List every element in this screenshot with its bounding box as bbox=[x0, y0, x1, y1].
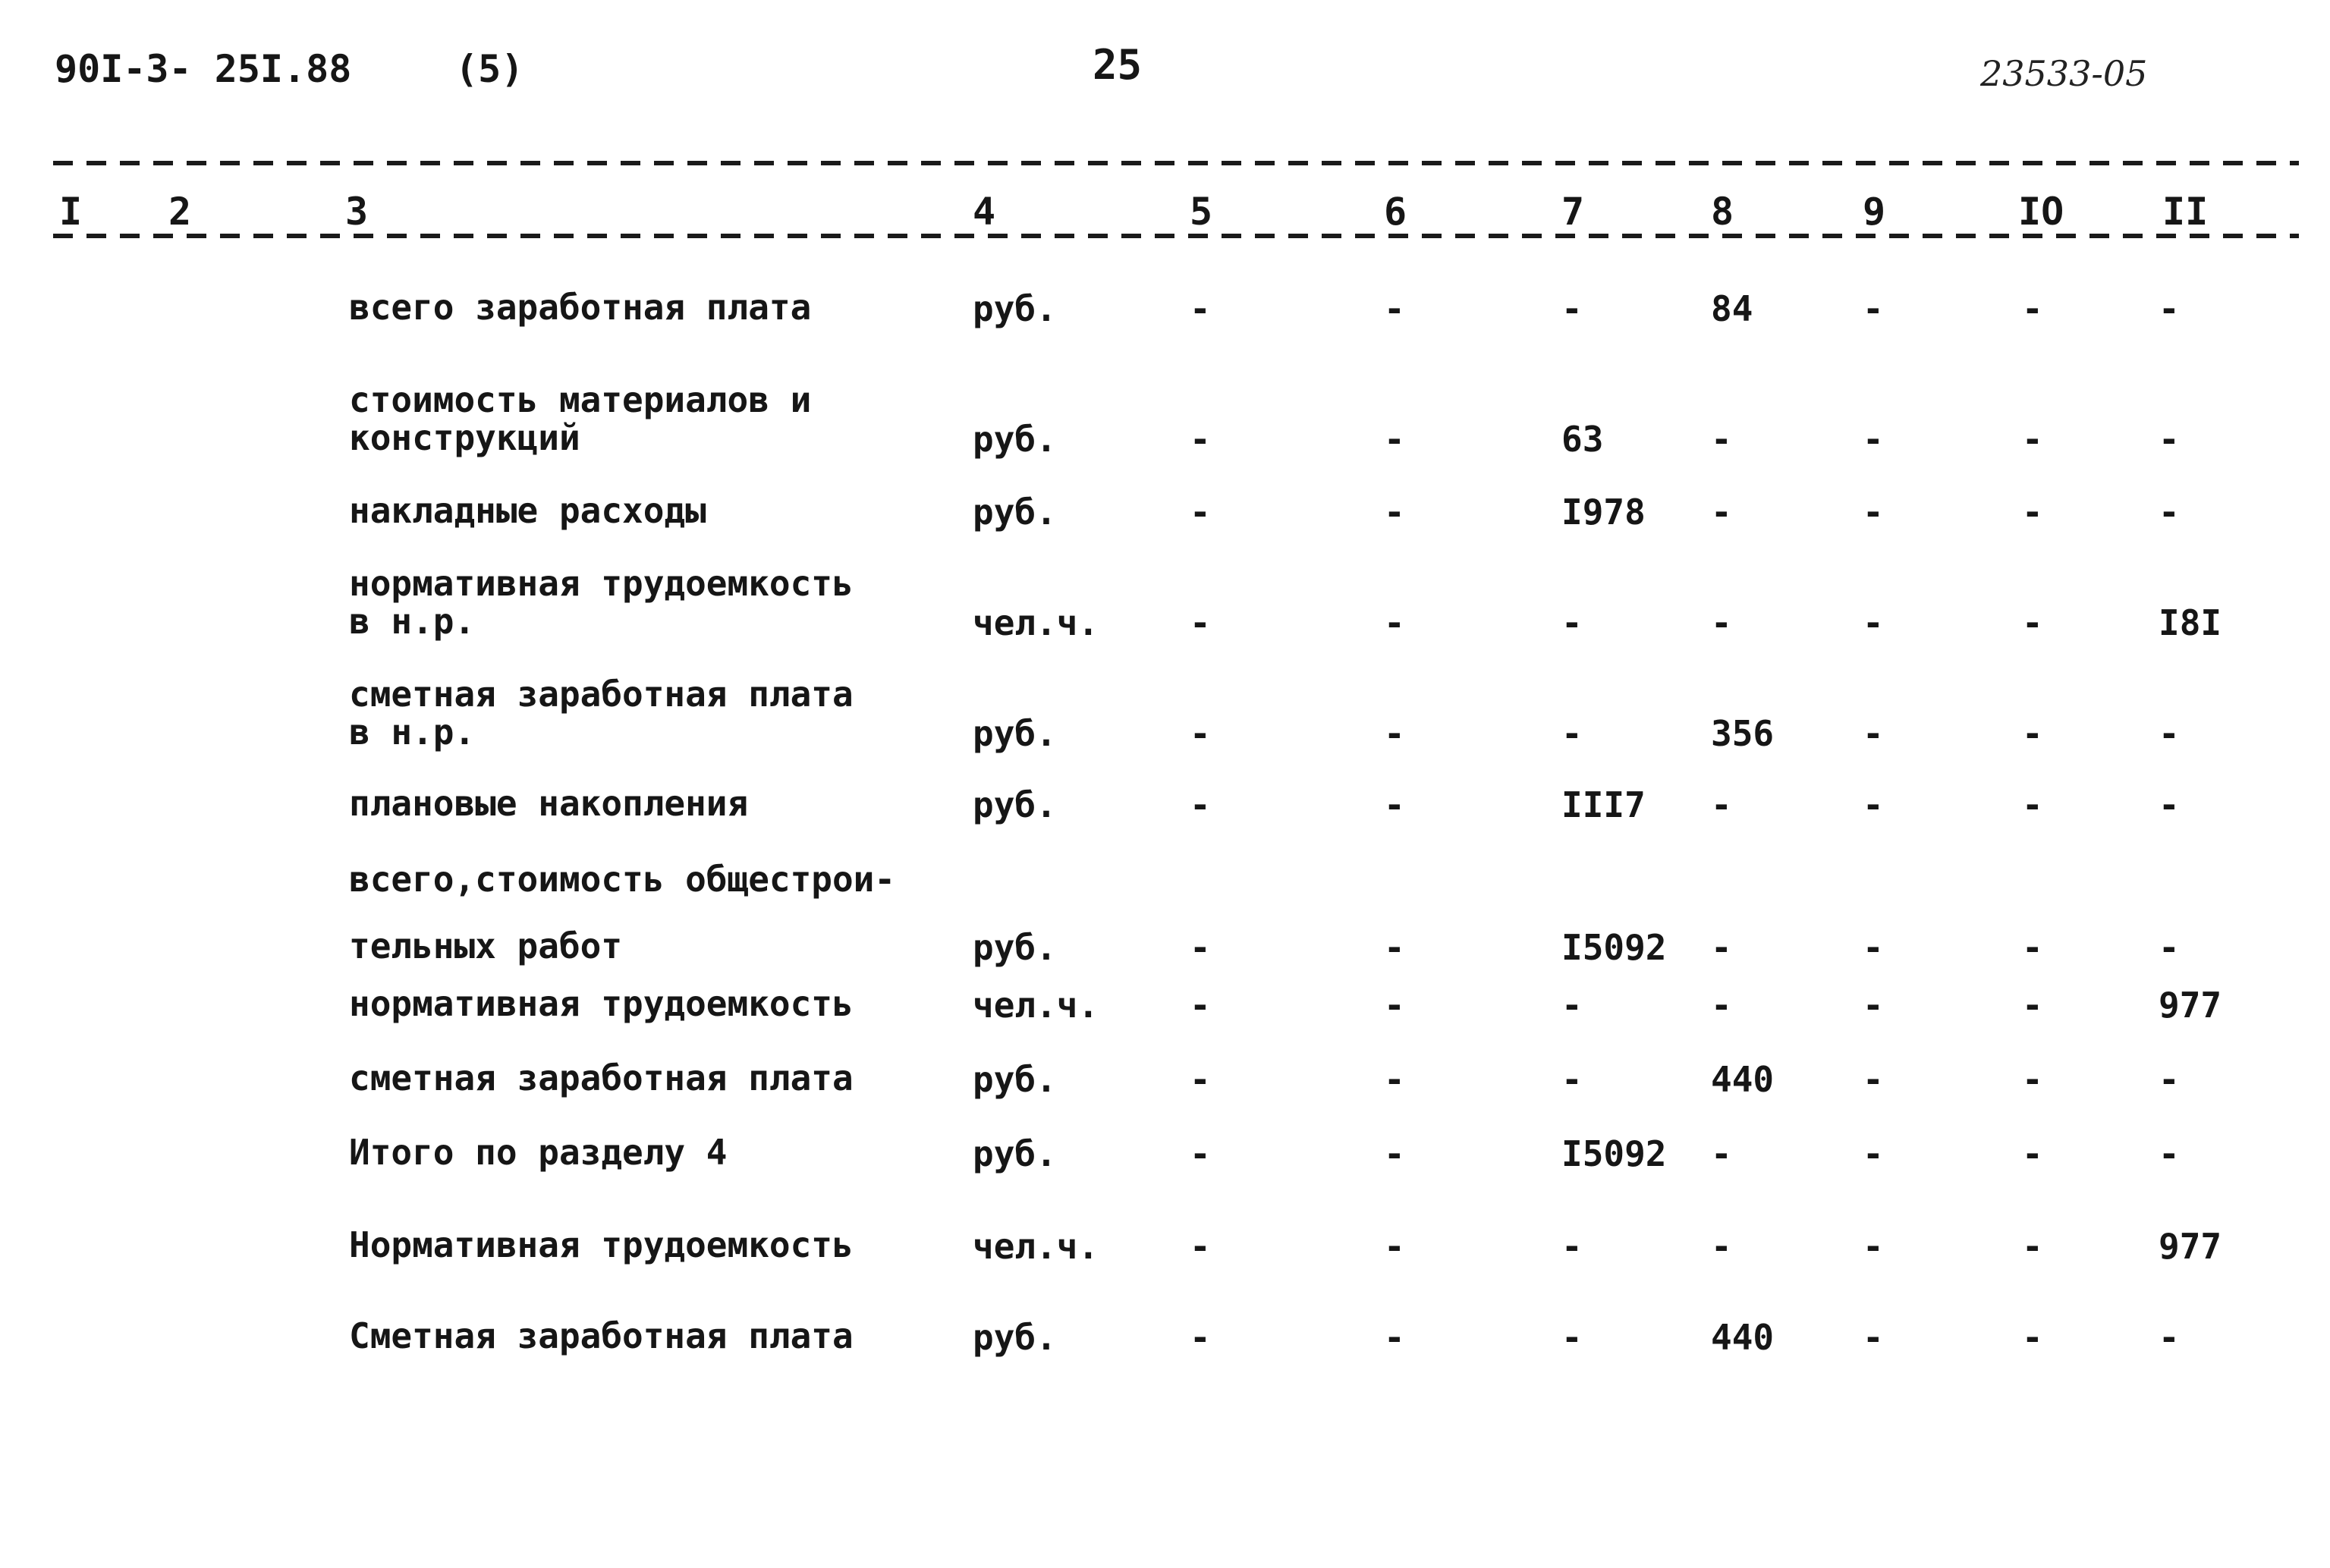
row-description: плановые накопления bbox=[349, 783, 749, 824]
column-header-4: 4 bbox=[973, 190, 996, 234]
cell-col9: - bbox=[1863, 927, 1884, 968]
cell-col11: - bbox=[2159, 927, 2180, 968]
cell-col9: - bbox=[1863, 784, 1884, 825]
cell-col7: - bbox=[1561, 1226, 1583, 1267]
cell-col10: - bbox=[2022, 985, 2043, 1026]
cell-col6: - bbox=[1384, 288, 1405, 329]
cell-col10: - bbox=[2022, 927, 2043, 968]
cell-col7: I5092 bbox=[1561, 1133, 1667, 1174]
cell-col5: - bbox=[1190, 713, 1211, 754]
row-description: сметная заработная плата bbox=[349, 1057, 854, 1098]
page-number: 25 bbox=[1093, 41, 1143, 89]
cell-col8: - bbox=[1711, 602, 1732, 643]
cell-col9: - bbox=[1863, 1226, 1884, 1267]
cell-col9: - bbox=[1863, 602, 1884, 643]
column-header-5: 5 bbox=[1190, 190, 1213, 234]
cell-col7: - bbox=[1561, 288, 1583, 329]
cell-col11: - bbox=[2159, 288, 2180, 329]
cell-col6: - bbox=[1384, 602, 1405, 643]
cell-col5: - bbox=[1190, 492, 1211, 533]
cell-col5: - bbox=[1190, 1226, 1211, 1267]
cell-col6: - bbox=[1384, 1059, 1405, 1100]
row-unit: чел.ч. bbox=[973, 1226, 1099, 1267]
cell-col7: I978 bbox=[1561, 492, 1646, 533]
row-unit: руб. bbox=[973, 492, 1057, 533]
cell-col7: III7 bbox=[1561, 784, 1646, 825]
cell-col8: - bbox=[1711, 985, 1732, 1026]
cell-col8: - bbox=[1711, 1133, 1732, 1174]
cell-col6: - bbox=[1384, 1133, 1405, 1174]
column-header-6: 6 bbox=[1384, 190, 1407, 234]
cell-col10: - bbox=[2022, 288, 2043, 329]
row-description: Нормативная трудоемкость bbox=[349, 1224, 854, 1265]
row-description: накладные расходы bbox=[349, 490, 706, 531]
column-header-top-rule bbox=[53, 161, 2299, 165]
cell-col11: 977 bbox=[2159, 985, 2222, 1026]
row-description: всего,стоимость общестрои- тельных работ bbox=[349, 859, 896, 966]
cell-col9: - bbox=[1863, 1317, 1884, 1358]
row-unit: руб. bbox=[973, 1059, 1057, 1100]
cell-col8: - bbox=[1711, 927, 1732, 968]
cell-col5: - bbox=[1190, 1317, 1211, 1358]
cell-col7: I5092 bbox=[1561, 927, 1667, 968]
row-unit: руб. bbox=[973, 927, 1057, 968]
cell-col5: - bbox=[1190, 927, 1211, 968]
cell-col6: - bbox=[1384, 419, 1405, 460]
cell-col9: - bbox=[1863, 1059, 1884, 1100]
cell-col5: - bbox=[1190, 784, 1211, 825]
cell-col5: - bbox=[1190, 985, 1211, 1026]
cell-col5: - bbox=[1190, 1059, 1211, 1100]
cell-col11: - bbox=[2159, 492, 2180, 533]
column-header-9: 9 bbox=[1863, 190, 1886, 234]
cell-col8: - bbox=[1711, 492, 1732, 533]
cell-col10: - bbox=[2022, 1133, 2043, 1174]
cell-col7: - bbox=[1561, 602, 1583, 643]
cell-col8: 356 bbox=[1711, 713, 1775, 754]
cell-col11: - bbox=[2159, 1133, 2180, 1174]
cell-col8: 440 bbox=[1711, 1059, 1775, 1100]
row-description: Итого по разделу 4 bbox=[349, 1132, 728, 1173]
cell-col7: - bbox=[1561, 713, 1583, 754]
cell-col10: - bbox=[2022, 602, 2043, 643]
cell-col5: - bbox=[1190, 1133, 1211, 1174]
cell-col11: - bbox=[2159, 713, 2180, 754]
cell-col11: I8I bbox=[2159, 602, 2222, 643]
cell-col11: - bbox=[2159, 419, 2180, 460]
column-header-8: 8 bbox=[1711, 190, 1734, 234]
document-code: 90I-3- 25I.88 bbox=[55, 47, 352, 91]
cell-col9: - bbox=[1863, 419, 1884, 460]
cell-col6: - bbox=[1384, 492, 1405, 533]
row-description: нормативная трудоемкость bbox=[349, 983, 854, 1024]
row-description: нормативная трудоемкость в н.р. bbox=[349, 563, 854, 642]
cell-col8: 84 bbox=[1711, 288, 1753, 329]
column-header-7: 7 bbox=[1561, 190, 1585, 234]
column-header-11: II bbox=[2162, 190, 2209, 234]
row-unit: руб. bbox=[973, 1317, 1057, 1358]
cell-col11: - bbox=[2159, 784, 2180, 825]
row-description: всего заработная плата bbox=[349, 287, 812, 328]
cell-col9: - bbox=[1863, 492, 1884, 533]
row-unit: руб. bbox=[973, 713, 1057, 754]
row-description: стоимость материалов и конструкций bbox=[349, 379, 812, 458]
cell-col7: - bbox=[1561, 985, 1583, 1026]
column-header-3: 3 bbox=[345, 190, 369, 234]
row-description: Сметная заработная плата bbox=[349, 1315, 854, 1356]
cell-col8: - bbox=[1711, 784, 1732, 825]
cell-col7: - bbox=[1561, 1317, 1583, 1358]
row-unit: руб. bbox=[973, 784, 1057, 825]
cell-col8: 440 bbox=[1711, 1317, 1775, 1358]
cell-col10: - bbox=[2022, 1317, 2043, 1358]
cell-col11: 977 bbox=[2159, 1226, 2222, 1267]
column-header-2: 2 bbox=[168, 190, 192, 234]
cell-col11: - bbox=[2159, 1317, 2180, 1358]
row-unit: руб. bbox=[973, 419, 1057, 460]
cell-col9: - bbox=[1863, 713, 1884, 754]
cell-col7: - bbox=[1561, 1059, 1583, 1100]
cell-col11: - bbox=[2159, 1059, 2180, 1100]
sheet-part: (5) bbox=[455, 47, 524, 91]
cell-col7: 63 bbox=[1561, 419, 1604, 460]
row-description: сметная заработная плата в н.р. bbox=[349, 674, 854, 753]
cell-col10: - bbox=[2022, 1226, 2043, 1267]
cell-col10: - bbox=[2022, 784, 2043, 825]
cell-col10: - bbox=[2022, 1059, 2043, 1100]
cell-col5: - bbox=[1190, 602, 1211, 643]
cell-col10: - bbox=[2022, 713, 2043, 754]
cell-col5: - bbox=[1190, 419, 1211, 460]
cell-col6: - bbox=[1384, 784, 1405, 825]
cell-col9: - bbox=[1863, 288, 1884, 329]
cell-col8: - bbox=[1711, 1226, 1732, 1267]
cell-col10: - bbox=[2022, 492, 2043, 533]
cell-col8: - bbox=[1711, 419, 1732, 460]
row-unit: руб. bbox=[973, 288, 1057, 329]
cell-col9: - bbox=[1863, 985, 1884, 1026]
row-unit: чел.ч. bbox=[973, 985, 1099, 1026]
cell-col6: - bbox=[1384, 985, 1405, 1026]
inventory-number: 23533-05 bbox=[1980, 53, 2148, 94]
cell-col5: - bbox=[1190, 288, 1211, 329]
cell-col6: - bbox=[1384, 1317, 1405, 1358]
column-header-bottom-rule bbox=[53, 234, 2299, 238]
row-unit: чел.ч. bbox=[973, 602, 1099, 643]
cell-col6: - bbox=[1384, 1226, 1405, 1267]
column-header-1: I bbox=[59, 190, 83, 234]
row-unit: руб. bbox=[973, 1133, 1057, 1174]
cell-col6: - bbox=[1384, 927, 1405, 968]
cell-col10: - bbox=[2022, 419, 2043, 460]
column-header-10: IO bbox=[2018, 190, 2064, 234]
cell-col9: - bbox=[1863, 1133, 1884, 1174]
cell-col6: - bbox=[1384, 713, 1405, 754]
